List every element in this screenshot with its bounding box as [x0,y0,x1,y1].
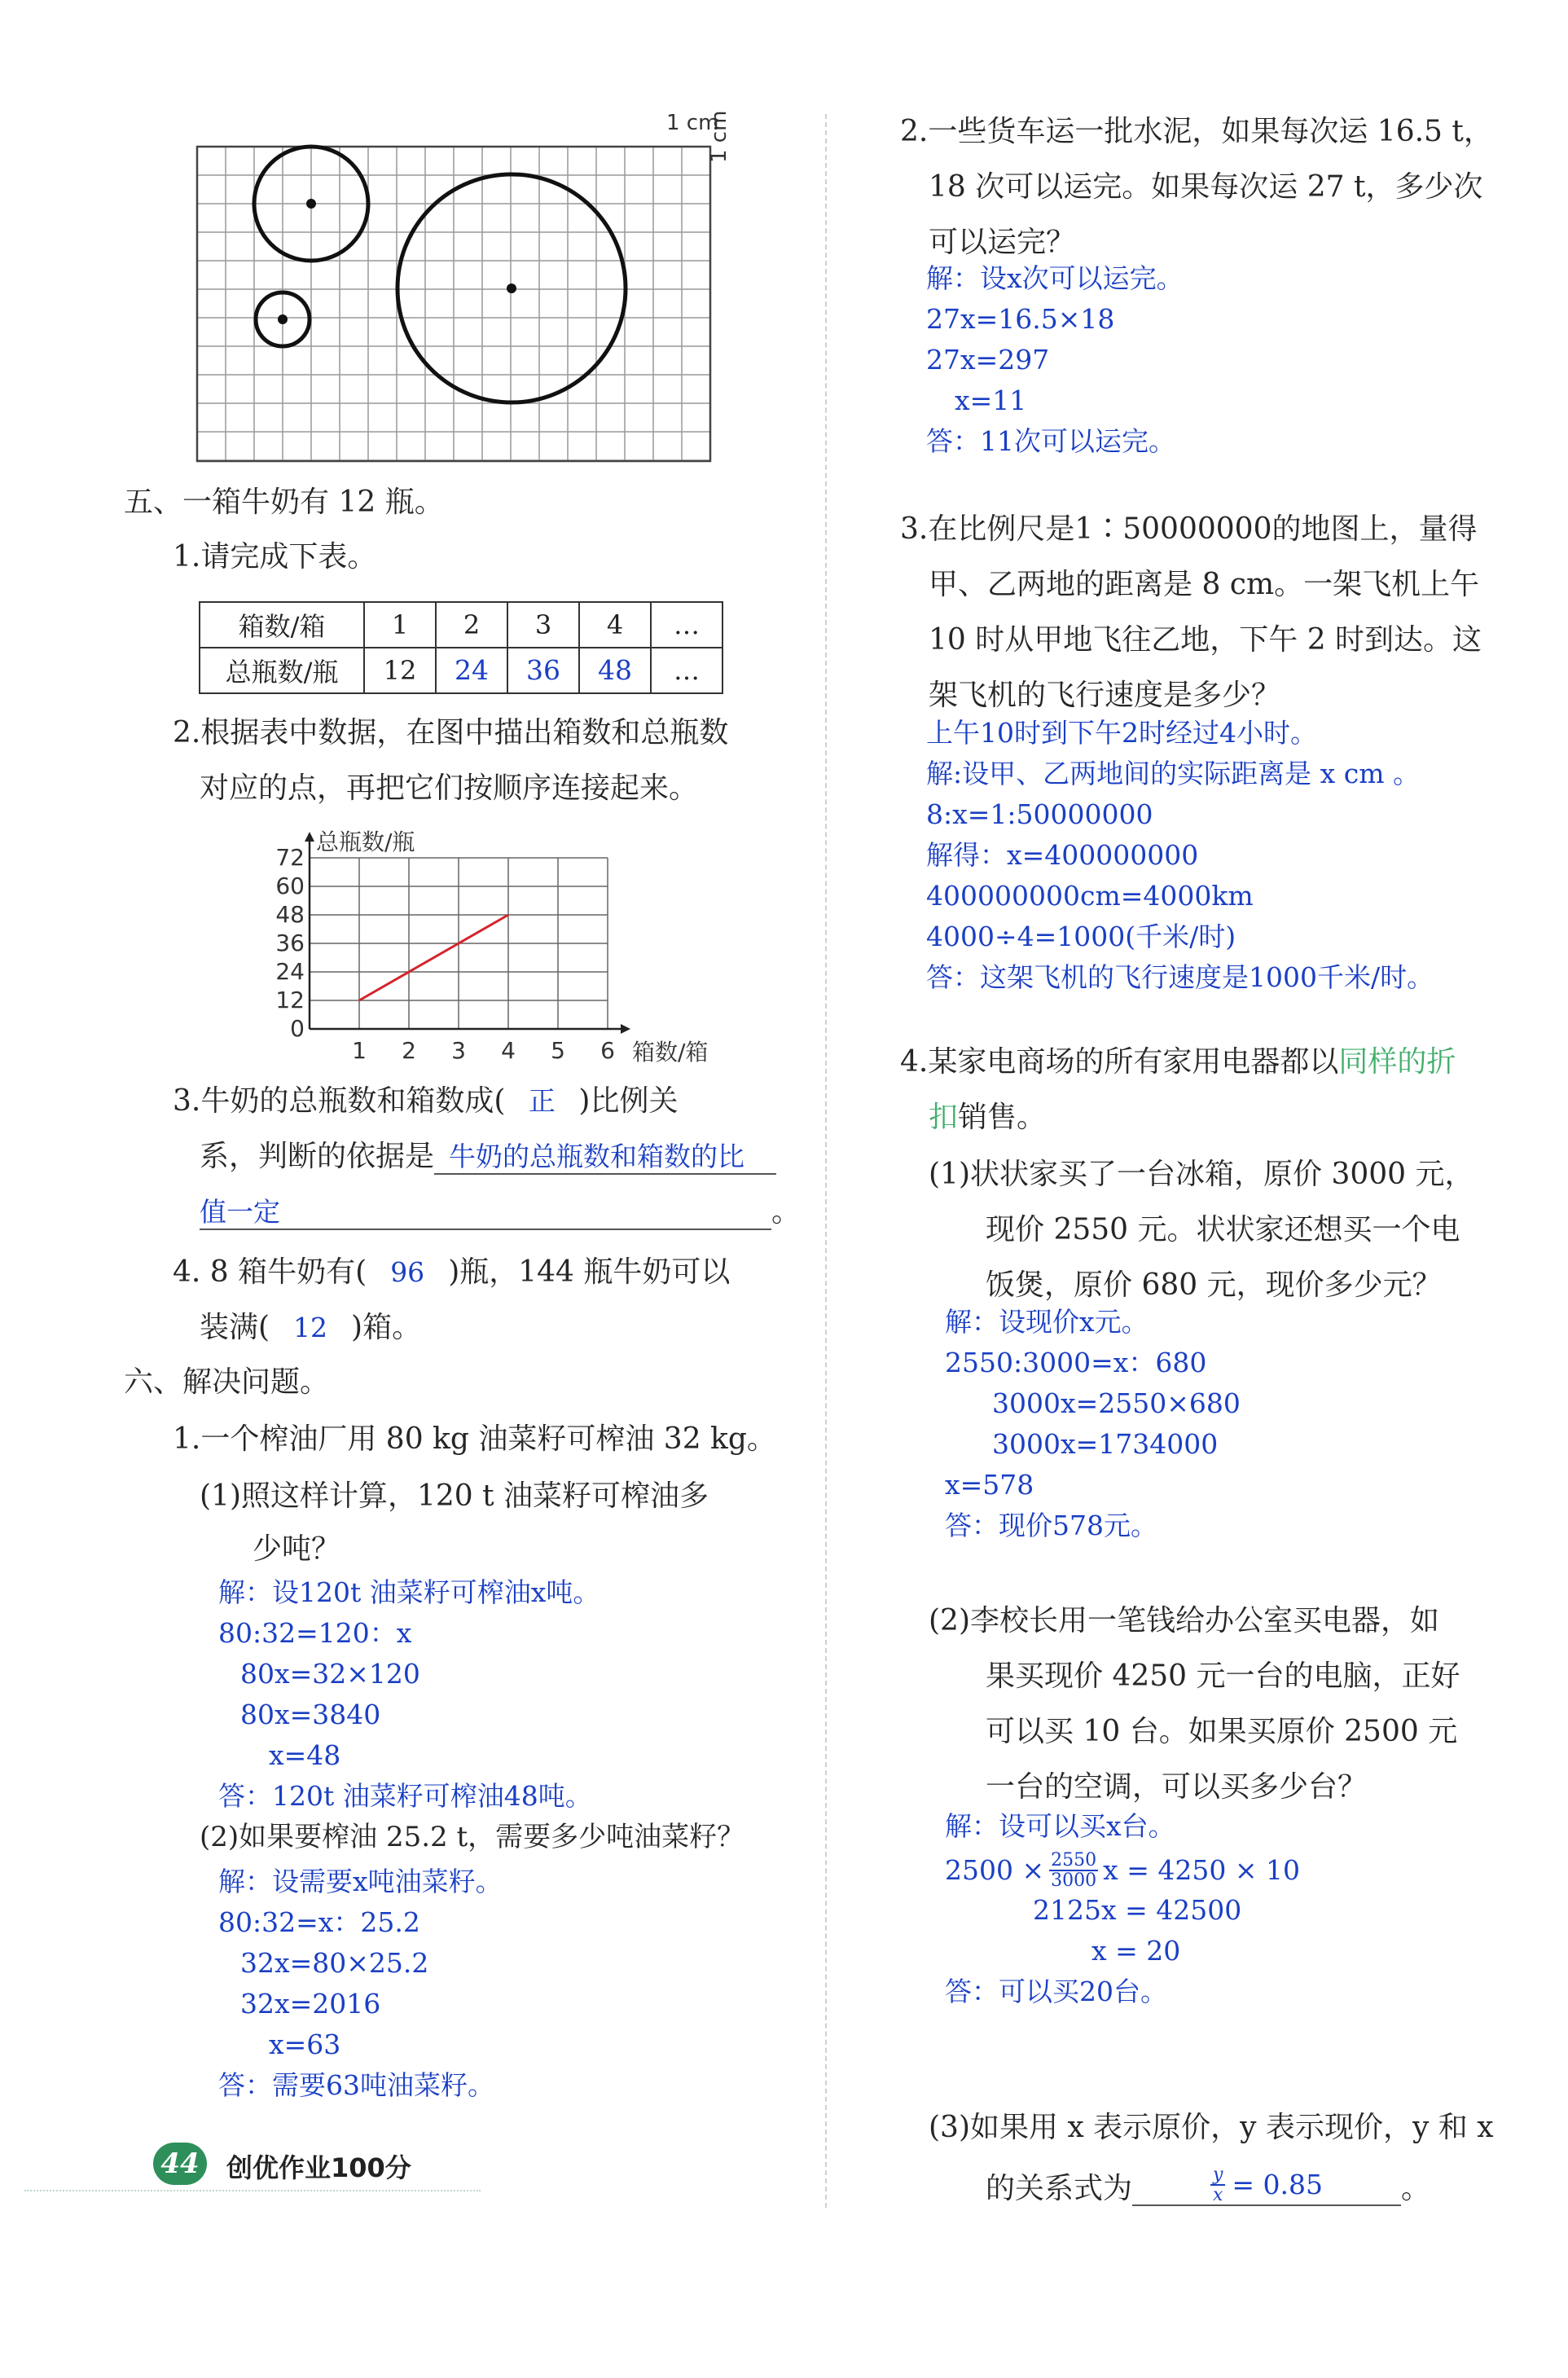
p2-answer-line: 27x=297 [926,344,1050,376]
table-cell: … [651,648,723,693]
y-tick-label: 12 [275,987,305,1013]
x-tick-label: 6 [600,1037,615,1064]
p4-2-line: 果买现价 4250 元一台的电脑，正好 [986,1659,1460,1693]
p1-2-answer-line: 32x=2016 [240,1988,381,2020]
series-line [359,915,508,1000]
line-chart-svg [259,821,731,1070]
q4-answer1: 96 [390,1256,425,1288]
section5-q3-line3 [200,1194,801,1230]
fraction [1049,1851,1098,1890]
p3-line: 10 时从甲地飞往乙地，下午 2 时到达。这 [929,623,1482,657]
p4-1-line: (1)状状家买了一台冰箱，原价 3000 元， [929,1158,1474,1191]
section6-p1: 1.一个榨油厂用 80 kg 油菜籽可榨油 32 kg。 [173,1422,776,1456]
p2-answer-line: 答：11次可以运完。 [926,425,1175,457]
section5-q4-line1 [173,1255,730,1290]
p4-2-answer-line: 解：设可以买x台。 [945,1810,1175,1842]
p2-line: 18 次可以运完。如果每次运 27 t，多少次 [929,170,1483,204]
p4-2-answer-line: 2125x = 42500 [1033,1894,1242,1926]
table-cell-answer: 24 [436,648,507,693]
section5-q2-line2: 对应的点，再把它们按顺序连接起来。 [200,771,699,805]
scale-label-vertical: 1 cm [707,110,731,163]
q4-text-a: 4. 8 箱牛奶有( [173,1255,367,1289]
p2-answer-line: 27x=16.5×18 [926,303,1115,335]
p4-1-answer-line: 2550:3000=x：680 [945,1347,1207,1378]
p4-2-line: 可以买 10 台。如果买原价 2500 元 [986,1715,1458,1748]
p1-2-answer-line: 解：设需要x吨油菜籽。 [218,1866,503,1897]
p1-2-answer-line: 答：需要63吨油菜籽。 [218,2069,494,2101]
section5-q3-line2 [200,1139,776,1175]
y-tick-label: 36 [275,930,305,956]
fraction-denominator: x [1212,2185,1223,2206]
p1-1-answer-line: 80x=32×120 [240,1658,420,1690]
q3-end: 。 [771,1195,802,1229]
p4-3-line1: (3)如果用 x 表示原价，y 表示现价，y 和 x [929,2111,1494,2144]
p4-1-answer-line: x=578 [945,1469,1034,1501]
table-row-label: 总瓶数/瓶 [200,648,364,693]
p1-2-answer-line: 32x=80×25.2 [240,1947,429,1979]
p4-1-answer-line: 3000x=1734000 [992,1428,1219,1460]
fraction-numerator: y [1210,2165,1225,2186]
circle-center-dot [306,199,316,209]
column-divider [825,114,827,2208]
table-row [200,648,723,693]
p3-answer-line: 4000÷4=1000(千米/时) [926,921,1236,952]
p4-2-answer-line: 答：可以买20台。 [945,1976,1167,2007]
p4-2-line: 一台的空调，可以买多少台？ [986,1770,1368,1804]
table-row-label: 箱数/箱 [200,602,364,648]
page-number: 44 [153,2143,207,2185]
section6-p1-2: (2)如果要榨油 25.2 t，需要多少吨油菜籽？ [200,1821,745,1853]
data-table [199,601,723,694]
p2-answer-line: x=11 [955,385,1027,416]
p1-1-answer-line: 80:32=120：x [218,1617,412,1649]
q4-text-c: 装满( [200,1311,270,1344]
y-tick-label: 24 [275,958,305,985]
grid-svg [195,114,733,473]
circle-center-dot [278,314,288,324]
x-tick-label: 1 [352,1037,367,1064]
p4-2-eq-b: x = 4250 × 10 [1103,1854,1300,1887]
fraction-denominator: 3000 [1051,1870,1097,1892]
p3-answer-line: 上午10时到下午2时经过4小时。 [926,717,1317,749]
section6-heading: 六、解决问题。 [124,1365,330,1399]
p2-line: 2.一些货车运一批水泥，如果每次运 16.5 t， [900,115,1493,148]
p4-1-answer-line: 答：现价578元。 [945,1510,1157,1541]
section5-q1: 1.请完成下表。 [173,540,377,574]
p3-line: 甲、乙两地的距离是 8 cm。一架飞机上午 [929,568,1480,601]
p1-1-answer-line: 解：设120t 油菜籽可榨油x吨。 [218,1576,600,1608]
p3-answer-line: 解:设甲、乙两地间的实际距离是 x cm 。 [926,758,1420,789]
p3-line: 3.在比例尺是1∶50000000的地图上，量得 [900,512,1478,546]
circle-center-dot [507,284,516,293]
q3-reason-2: 值一定 [200,1196,771,1230]
p4-highlight-2: 扣 [929,1101,959,1134]
p4-3-line2 [986,2165,1430,2206]
y-tick-label: 72 [275,844,305,871]
p3-answer-line: 答：这架飞机的飞行速度是1000千米/时。 [926,961,1434,993]
x-axis-label: 箱数/箱 [632,1039,709,1066]
q3-text-a: 3.牛奶的总瓶数和箱数成( [173,1084,506,1118]
p4-2-line: (2)李校长用一笔钱给办公室买电器，如 [929,1604,1439,1637]
q4-answer2: 12 [293,1312,328,1343]
y-axis-label: 总瓶数/瓶 [316,829,415,855]
table-cell: 2 [436,602,507,648]
table-cell: 1 [364,602,436,648]
p4-text-a: 4.某家电商场的所有家用电器都以 [900,1045,1339,1079]
scale-label-horizontal: 1 cm [666,111,719,135]
line-chart [259,821,731,1070]
p1-2-answer-line: x=63 [269,2029,341,2060]
x-tick-label: 3 [451,1037,466,1064]
p4-1-answer-line: 3000x=2550×680 [992,1387,1241,1419]
section6-p1-1-a: (1)照这样计算，120 t 油菜籽可榨油多 [200,1479,709,1513]
y-tick-label: 48 [275,901,305,928]
q4-text-d: )箱。 [351,1311,422,1344]
p3-answer-line: 400000000cm=4000km [926,880,1254,912]
x-axis-arrow [621,1024,630,1034]
p4-3-text: 的关系式为 [986,2172,1133,2205]
x-tick-label: 4 [501,1037,516,1064]
p4-1-answer-line: 解：设现价x元。 [945,1306,1149,1338]
y-tick-label: 0 [290,1015,305,1042]
fraction [1210,2165,1225,2204]
p4-3-end: 。 [1401,2172,1431,2205]
y-axis-arrow [305,832,314,842]
q3-text-b: )比例关 [578,1084,679,1118]
section6-p1-1-b: 少吨？ [253,1532,341,1566]
p4-1-line: 现价 2550 元。状状家还想买一个电 [986,1213,1460,1246]
table-cell: … [651,602,723,648]
section5-q4-line2 [200,1310,421,1345]
p3-answer-line: 8:x=1:50000000 [926,798,1153,830]
q3-reason-1: 牛奶的总瓶数和箱数的比 [434,1141,776,1175]
q4-text-b: )瓶，144 瓶牛奶可以 [448,1255,731,1289]
book-title: 创优作业100分 [226,2152,411,2183]
p4-3-eq: = 0.85 [1232,2169,1324,2201]
table-cell-answer: 36 [507,648,579,693]
table-cell: 12 [364,648,436,693]
table-cell: 4 [579,602,651,648]
section5-heading: 五、一箱牛奶有 12 瓶。 [124,486,444,519]
table-row [200,602,723,648]
table-cell: 3 [507,602,579,648]
p4-3-answer [1132,2165,1401,2206]
p3-line: 架飞机的飞行速度是多少？ [929,679,1281,712]
p4-line1 [900,1044,1456,1079]
p1-1-answer-line: 80x=3840 [240,1699,381,1730]
p1-1-answer-line: x=48 [269,1739,341,1771]
p4-2-answer-line: x = 20 [1091,1935,1181,1967]
q3-answer: 正 [528,1085,556,1117]
p4-highlight-1: 同样的折 [1338,1045,1456,1079]
p4-2-answer-equation [945,1851,1300,1890]
p4-text-b: 销售。 [958,1101,1047,1134]
q3-text-line2: 系，判断的依据是 [200,1140,435,1173]
table-cell-answer: 48 [579,648,651,693]
p3-answer-line: 解得：x=400000000 [926,839,1199,871]
section5-q3-line1 [173,1084,678,1119]
x-tick-label: 2 [402,1037,416,1064]
p1-2-answer-line: 80:32=x：25.2 [218,1906,420,1938]
p2-answer-line: 解：设x次可以运完。 [926,262,1184,294]
fraction-numerator: 2550 [1051,1850,1097,1870]
x-tick-label: 5 [551,1037,565,1064]
p4-line2 [929,1100,1046,1135]
p2-line: 可以运完？ [929,226,1076,259]
p1-1-answer-line: 答：120t 油菜籽可榨油48吨。 [218,1780,592,1812]
circle-grid-figure [195,114,733,473]
y-tick-label: 60 [275,873,305,899]
section5-q2-line1: 2.根据表中数据，在图中描出箱数和总瓶数 [173,716,729,749]
p4-1-line: 饭煲，原价 680 元，现价多少元？ [986,1268,1442,1302]
p4-2-eq-a: 2500 × [945,1854,1045,1887]
